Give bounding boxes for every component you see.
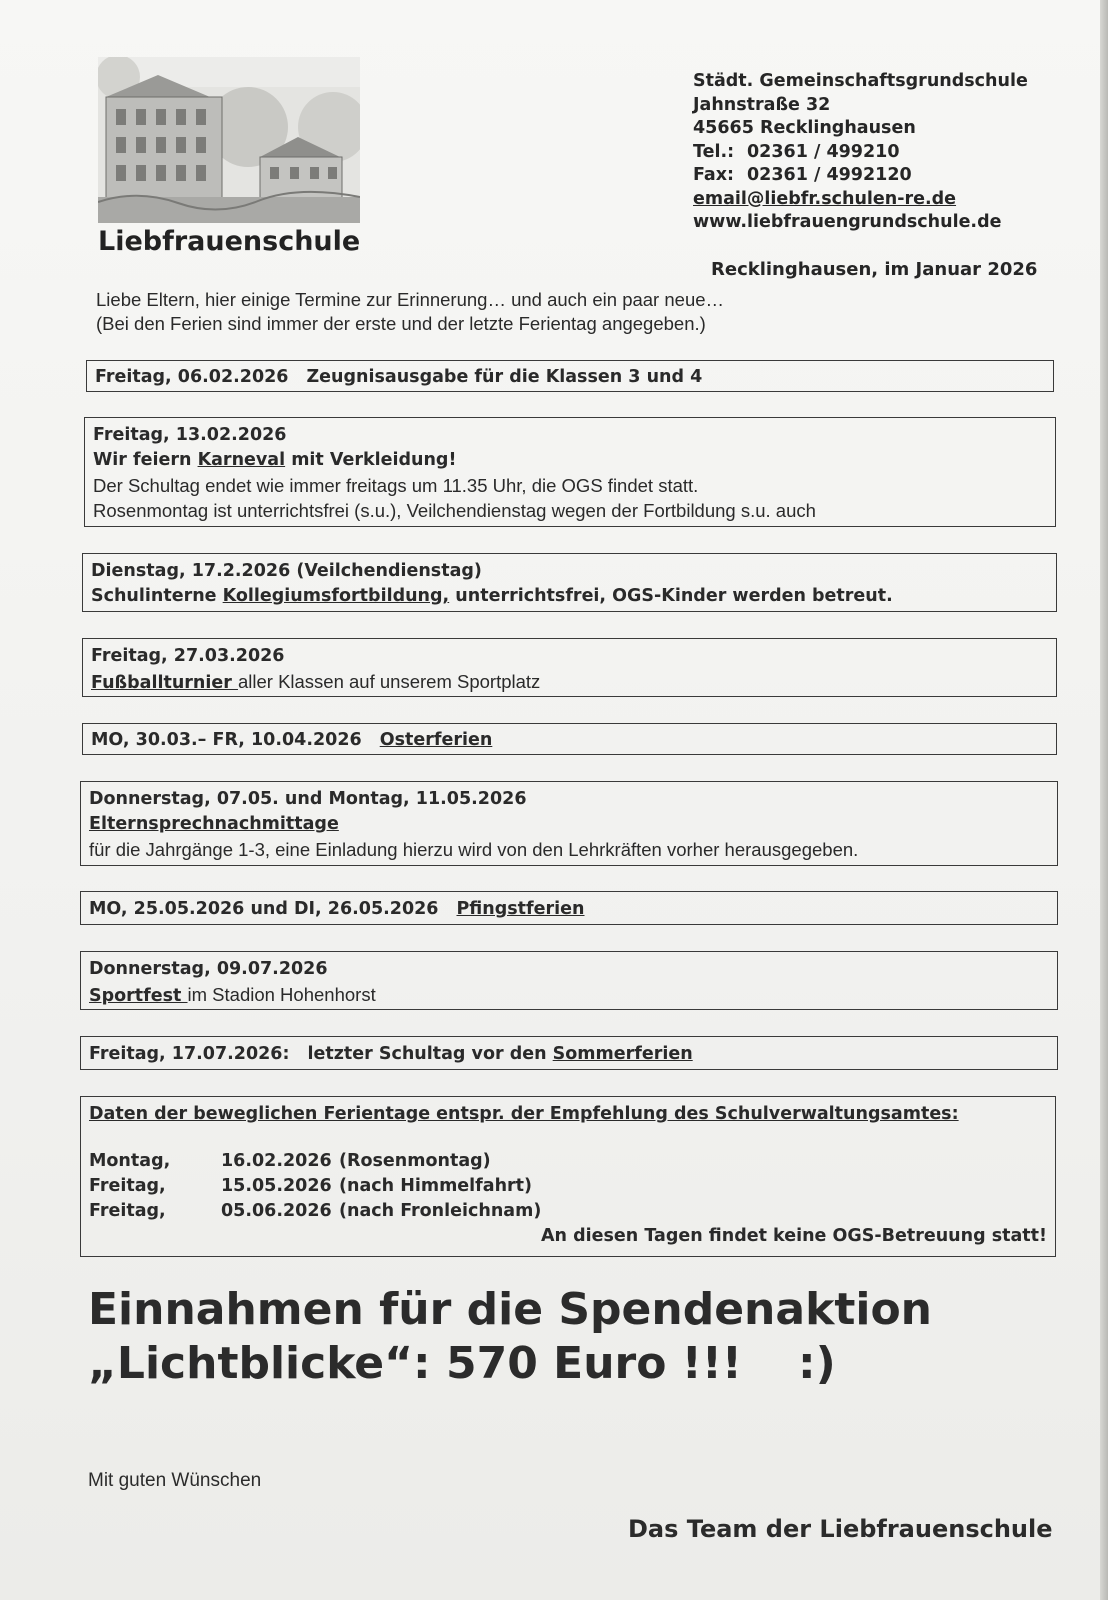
event-detail: Rosenmontag ist unterrichtsfrei (s.u.), Veilchendienstag wegen der Fortbildung s.u. auch (93, 500, 816, 521)
event-box (80, 1036, 1058, 1070)
event-date: Freitag, 13.02.2026 (93, 425, 287, 445)
place-date: Recklinghausen, im Januar 2026 (711, 259, 1038, 280)
telephone-label: Tel.: (693, 141, 735, 162)
event-date: MO, 30.03.– FR, 10.04.2026 (91, 730, 362, 750)
email-link[interactable]: email@liebfr.schulen-re.de (693, 188, 957, 209)
movable-day-row: Freitag, 05.06.2026 (nach Fronleichnam) (89, 1201, 542, 1221)
event-title: Zeugnisausgabe für die Klassen 3 und 4 (306, 367, 703, 387)
event-box (82, 723, 1057, 755)
ogs-notice: An diesen Tagen findet keine OGS-Betreuung statt! (541, 1226, 1047, 1246)
movable-day-row: Freitag, 15.05.2026 (nach Himmelfahrt) (89, 1176, 533, 1196)
event-title: Wir feiern Karneval mit Verkleidung! (93, 450, 457, 470)
street: Jahnstraße 32 (693, 94, 831, 115)
intro-text (96, 288, 724, 336)
event-title: Schulinterne Kollegiumsfortbildung, unterrichtsfrei, OGS-Kinder werden betreut. (91, 586, 893, 606)
donation-line-1: Einnahmen für die Spendenaktion (88, 1284, 932, 1335)
event-title: Elternsprechnachmittage (89, 814, 339, 834)
signature: Das Team der Liebfrauenschule (628, 1515, 1053, 1543)
event-date: Freitag, 27.03.2026 (91, 646, 285, 666)
event-date: Donnerstag, 09.07.2026 (89, 959, 328, 979)
page-edge (1100, 0, 1108, 1600)
event-box (80, 951, 1058, 1010)
fax (693, 164, 1028, 188)
event-date: Donnerstag, 07.05. und Montag, 11.05.2026 (89, 789, 527, 809)
school-building-photo (98, 57, 360, 223)
telephone-number: 02361 / 499210 (747, 141, 900, 162)
school-address-block (693, 70, 1028, 235)
movable-holidays-heading: Daten der beweglichen Ferientage entspr. der Empfehlung des Schulverwaltungsamtes: (89, 1104, 959, 1124)
event-date: Freitag, 06.02.2026 (95, 367, 289, 387)
event-date: Dienstag, 17.2.2026 (Veilchendienstag) (91, 561, 482, 581)
event-box (80, 781, 1058, 866)
school-name: Liebfrauenschule (98, 226, 361, 257)
event-box (82, 638, 1057, 697)
event-detail: Sportfest im Stadion Hohenhorst (89, 984, 376, 1006)
telephone (693, 141, 1028, 165)
event-box (86, 360, 1054, 392)
event-title: letzter Schultag vor den Sommerferien (307, 1044, 693, 1064)
website-link[interactable]: www.liebfrauengrundschule.de (693, 212, 1002, 232)
movable-day-row: Montag, 16.02.2026 (Rosenmontag) (89, 1151, 491, 1171)
event-detail: Der Schultag endet wie immer freitags um 11.35 Uhr, die OGS findet statt. (93, 475, 699, 496)
movable-holidays-box (80, 1096, 1056, 1257)
intro-line-1: Liebe Eltern, hier einige Termine zur Erinnerung… und auch ein paar neue… (96, 289, 725, 310)
smiley: :) (797, 1338, 836, 1389)
donation-announcement (88, 1283, 932, 1391)
event-box (84, 417, 1056, 527)
event-title: Pfingstferien (456, 899, 585, 919)
intro-line-2: (Bei den Ferien sind immer der erste und der letzte Ferientag angegeben.) (96, 313, 706, 334)
event-detail: für die Jahrgänge 1-3, eine Einladung hierzu wird von den Lehrkräften vorher herausgegeben. (89, 839, 859, 860)
event-box (80, 891, 1058, 925)
fax-label: Fax: (693, 165, 735, 185)
event-detail: Fußballturnier aller Klassen auf unserem Sportplatz (91, 671, 541, 693)
city: 45665 Recklinghausen (693, 118, 916, 138)
event-date: Freitag, 17.07.2026: (89, 1044, 290, 1064)
event-box (82, 553, 1057, 612)
closing-greeting: Mit guten Wünschen (88, 1470, 262, 1491)
school-type: Städt. Gemeinschaftsgrundschule (693, 71, 1028, 91)
donation-line-2: „Lichtblicke“: 570 Euro !!! :) (88, 1338, 836, 1389)
event-title: Osterferien (379, 730, 493, 750)
event-date: MO, 25.05.2026 und DI, 26.05.2026 (89, 899, 439, 919)
fax-number: 02361 / 4992120 (747, 165, 912, 185)
